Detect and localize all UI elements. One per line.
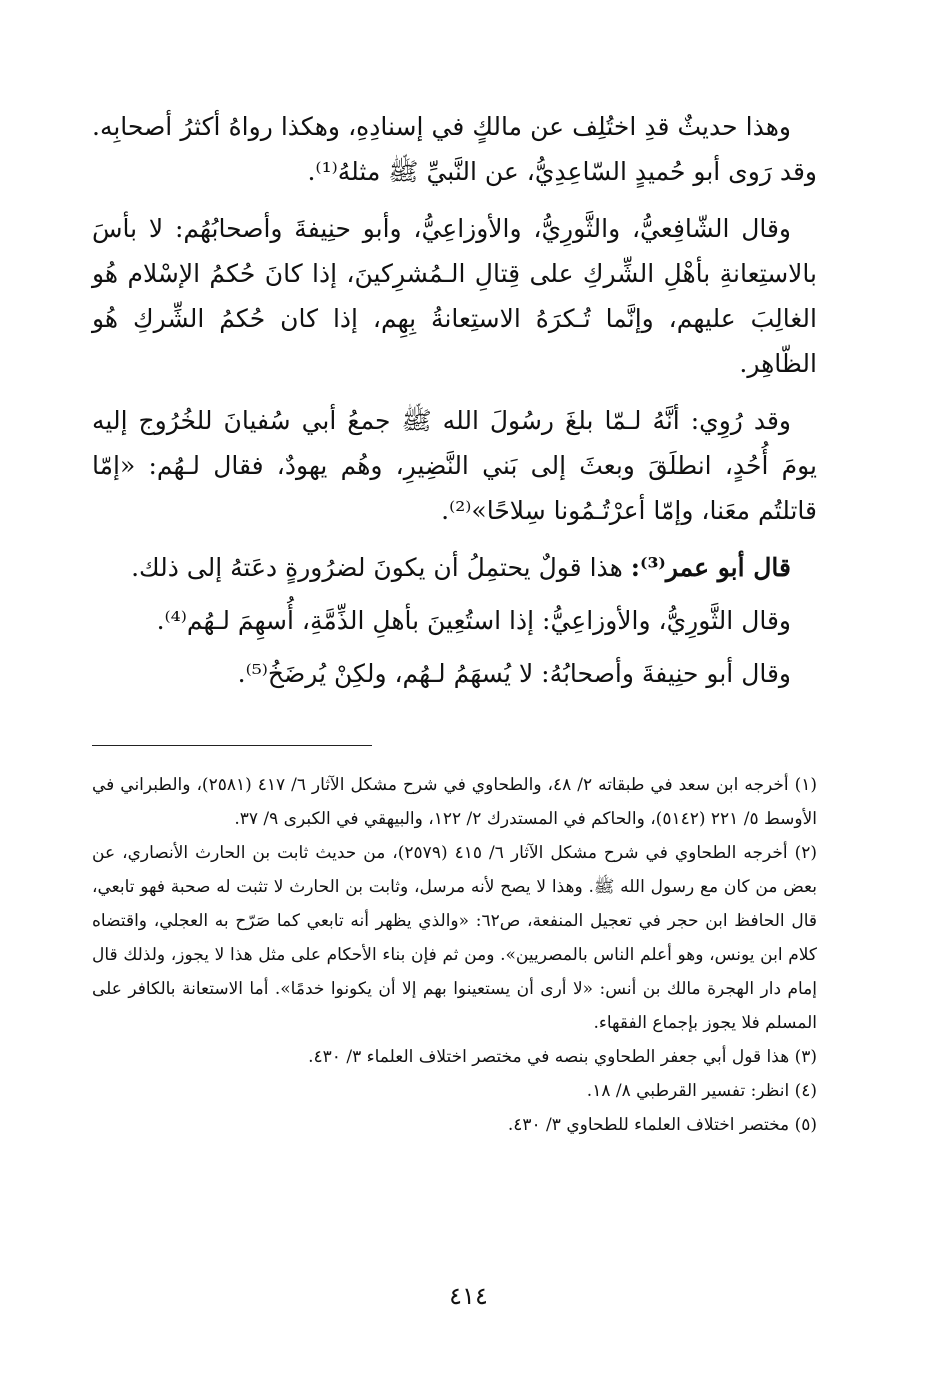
footnote-text: هذا قول أبي جعفر الطحاوي بنصه في مختصر اختلاف العلماء ٣/ ٤٣٠.	[308, 1047, 790, 1067]
footnote-4	[92, 1074, 817, 1108]
paragraph-1: وهذا حديثٌ قدِ اختُلِف عن مالكٍ في إسنادِهِ، وهكذا رواهُ أكثرُ أصحابِه. وقد رَوى أبو حُميدٍ السّاعِدِيُّ، عن النَّبيِّ ﷺ مثلهُ⁽¹⁾.	[92, 112, 817, 186]
footnote-text: أخرجه ابن سعد في طبقاته ٢/ ٤٨، والطحاوي في شرح مشكل الآثار ٦/ ٤١٧ (٢٥٨١)، والطبراني في الأوسط ٥/ ٢٢١ (٥١٤٢)، والحاكم في المستدرك ٢/ ١٢٢، والبيهقي في الكبرى ٩/ ٣٧.	[92, 775, 817, 829]
footnote-number: (٣)	[794, 1047, 817, 1067]
abu-umar-text: هذا قولٌ يحتمِلُ أن يكونَ لضرُورةٍ دعَتهُ إلى ذلك.	[131, 553, 623, 582]
footnote-text: مختصر اختلاف العلماء للطحاوي ٣/ ٤٣٠.	[507, 1115, 790, 1135]
paragraph-3: وقد رُوِي: أنَّهُ لـمّا بلغَ رسُولَ الله ﷺ جمعُ أبي سُفيانَ للخُرُوج إليه يومَ أُحُدٍ، انطلَقَ وبعثَ إلى بَني النَّضِيرِ، وهُم يهودٌ، فقال لـهُم: «إمّا قاتلتُم معَنا، وإمّا أعرْتُـمُونا سِلاحًا»⁽²⁾.	[92, 406, 817, 525]
footnote-3	[92, 1040, 817, 1074]
footnote-number: (٥)	[794, 1115, 817, 1135]
hanifa-paragraph: وقال أبو حنِيفةَ وأصحابُهُ: لا يُسهَمُ لـهُم، ولكِنْ يُرضَخُ⁽⁵⁾.	[237, 659, 791, 688]
footnote-2	[92, 836, 817, 1040]
abu-umar-label: قال أبو عمر⁽³⁾:	[630, 553, 791, 582]
page-number: ٤١٤	[449, 1282, 488, 1310]
footnote-5	[92, 1108, 817, 1142]
footnote-text: أخرجه الطحاوي في شرح مشكل الآثار ٦/ ٤١٥ (٢٥٧٩)، من حديث ثابت بن الحارث الأنصاري، عن بعض من كان مع رسول الله ﷺ. وهذا لا يصح لأنه مرسل، وثابت بن الحارث لا تثبت له صحبة فهو تابعي، قال الحافظ ابن حجر في تعجيل المنفعة، ص٦٢: «والذي يظهر أنه تابعي كما صَرّح به العجلي، واقتضاه كلام ابن يونس، وهو أعلم الناس بالمصريين». ومن ثم فإن بناء الأحكام على مثل هذا لا يجوز، ولذلك قال إمام دار الهجرة مالك بن أنس: «لا أرى أن يستعينوا بهم إلا أن يكونوا خدمًا». أما الاستعانة بالكافر على المسلم فلا يجوز بإجماع الفقهاء.	[92, 843, 818, 1033]
footnote-number: (٤)	[794, 1081, 817, 1101]
footnote-text: انظر: تفسير القرطبي ٨/ ١٨.	[586, 1081, 790, 1101]
main-text	[92, 104, 817, 696]
abu-umar-paragraph	[92, 545, 817, 590]
page-body	[92, 104, 817, 1344]
thawri-paragraph: وقال الثَّورِيُّ، والأوزاعِيُّ: إذا استُعِينَ بأهلِ الذِّمَّةِ، أُسهِمَ لـهُم⁽⁴⁾.	[156, 606, 791, 635]
footnote-divider	[92, 745, 372, 746]
footnote-number: (١)	[794, 775, 817, 795]
footnote-number: (٢)	[794, 843, 817, 863]
paragraph-2: وقال الشّافِعيُّ، والثَّورِيُّ، والأوزاعِيُّ، وأبو حنِيفةَ وأصحابُهُم: لا بأسَ بالاستِعانةِ بأهْلِ الشِّركِ على قِتالِ الـمُشرِكينَ، إذا كانَ حُكمُ الإسْلام هُو الغالِبَ عليهم، وإنَّما تُـكرَهُ الاستِعانةُ بِهِم، إذا كان حُكمُ الشِّركِ هُو الظّاهِر.	[92, 214, 817, 378]
footnote-1	[92, 768, 817, 836]
footnotes	[92, 768, 817, 1142]
